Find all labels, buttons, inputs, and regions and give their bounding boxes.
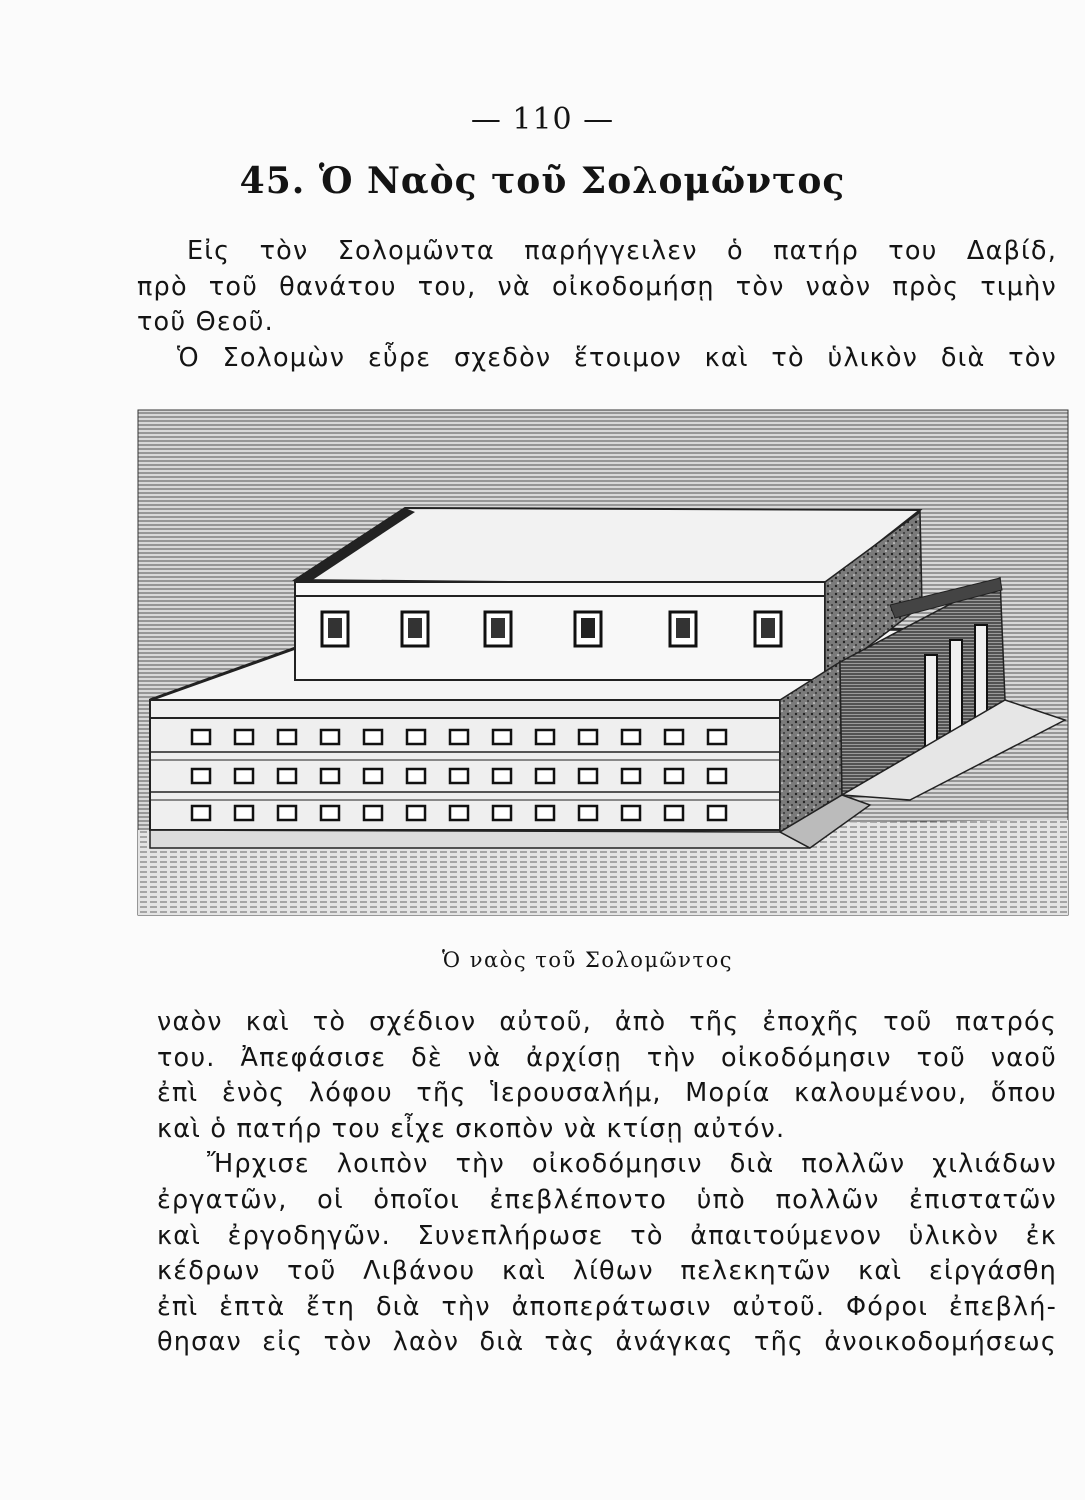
text-line: καὶ ὁ πατήρ του εἶχε σκοπὸν νὰ κτίσῃ αὐτόν.: [157, 1113, 786, 1144]
text-line: πρὸ τοῦ θανάτου του, νὰ οἰκοδομήσῃ τὸν ναὸν πρὸς τιμὴν: [137, 271, 1057, 302]
paragraph: [137, 1005, 1057, 1147]
base-steps: [150, 830, 810, 848]
temple-engraving: [130, 400, 1070, 925]
paragraph: [137, 234, 1057, 341]
text-line: Εἰς τὸν Σολομῶντα παρήγγειλεν ὁ πατήρ του Δαβίδ,: [187, 236, 1057, 266]
paragraph: [137, 1147, 1057, 1361]
page-number: — 110 —: [470, 102, 615, 137]
text-line: ναὸν καὶ τὸ σχέδιον αὐτοῦ, ἀπὸ τῆς ἐποχῆς τοῦ πατρός: [157, 1007, 1057, 1037]
chapter-title: 45. Ὁ Ναὸς τοῦ Σολομῶντος: [239, 160, 846, 202]
text-line: του. Ἀπεφάσισε δὲ νὰ ἀρχίσῃ τὴν οἰκοδόμησιν τοῦ ναοῦ: [157, 1042, 1057, 1073]
text-line: Ἤρχισε λοιπὸν τὴν οἰκοδόμησιν διὰ πολλῶν χιλιάδων: [207, 1149, 1057, 1180]
figure-caption: Ὁ ναὸς τοῦ Σολομῶντος: [442, 948, 733, 972]
paragraph: [137, 341, 1057, 377]
text-line: ἐργατῶν, οἱ ὁποῖοι ἐπεβλέποντο ὑπὸ πολλῶν ἐπιστατῶν: [157, 1184, 1057, 1215]
intro-text-block: [137, 234, 1057, 376]
text-line: καὶ ἐργοδηγῶν. Συνεπλήρωσε τὸ ἀπαιτούμενον ὑλικὸν ἐκ: [157, 1220, 1057, 1251]
text-line: κέδρων τοῦ Λιβάνου καὶ λίθων πελεκητῶν καὶ εἰργάσθη: [157, 1256, 1057, 1287]
text-line: Ὁ Σολομὼν εὗρε σχεδὸν ἕτοιμον καὶ τὸ ὑλικὸν διὰ τὸν: [177, 342, 1057, 373]
text-line: ἐπὶ ἑνὸς λόφου τῆς Ἱερουσαλήμ, Μορία καλουμένου, ὅπου: [157, 1078, 1057, 1109]
continuation-text-block: [137, 1005, 1057, 1361]
text-line: τοῦ Θεοῦ.: [137, 307, 274, 338]
text-line: θησαν εἰς τὸν λαὸν διὰ τὰς ἀνάγκας τῆς ἀνοικοδομήσεως: [157, 1327, 1057, 1358]
text-line: ἐπὶ ἑπτὰ ἔτη διὰ τὴν ἀποπεράτωσιν αὐτοῦ. Φόροι ἐπεβλή-: [157, 1291, 1057, 1322]
